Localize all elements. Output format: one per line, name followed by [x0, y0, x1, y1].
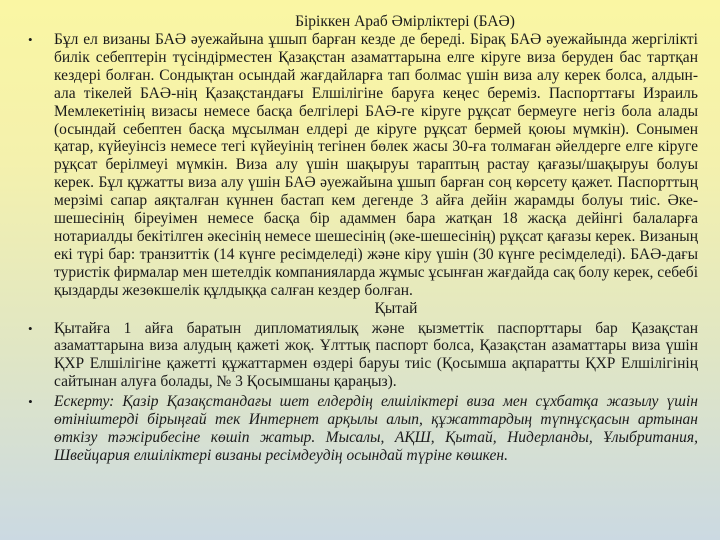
list-item	[28, 31, 698, 318]
list-item	[28, 320, 698, 392]
bullet-list	[28, 31, 698, 465]
list-item	[28, 393, 698, 465]
subheading-china: Қытай	[374, 299, 418, 317]
slide-title: Біріккен Араб Әмірліктері (БАӘ)	[295, 13, 515, 30]
paragraph-note: Ескерту: Қазір Қазақстандағы шет елдердің елшіліктері виза мен сұхбатқа жазылу үшін өтініштерді бірыңғай тек Интернет арқылы алып, құжаттардың түпнұсқасын артынан өткізу тәжірибесіне көшіп жатыр. Мысалы, АҚШ, Қытай, Нидерланды, Ұлыбритания, Швейцария елшіліктері визаны ресімдеудің осындай түріне көшкен.	[54, 393, 698, 464]
paragraph-uae: Бұл ел визаны БАӘ әуежайына ұшып барған кезде де береді. Бірақ БАӘ әуежайында жергілікті билік себептерін түсіндірместен Қазақстан азаматтарына елге кіруге виза беруден бас тартқан кездері болған. Сондықтан осындай жағдайларға тап болмас үшін виза алу керек болса, алдын-ала тікелей БАӘ-нің Қазақстандағы Елшілігіне баруға кеңес береміз. Паспорттағы Израиль Мемлекетінің визасы немесе басқа белгілері БАӘ-ге кіруге рұқсат бермеуге негіз бола алады (осындай себептен басқа мұсылман елдері де кіруге рұқсат бермей қоюы мүмкін). Сонымен қатар, күйеуінсіз немесе тегі күйеуінің тегінен бөлек жасы 30-ға толмаған әйелдерге елге кіруге рұқсат берілмеуі мүмкін. Виза алу үшін шақыруы тараптың растау қағазы/шақыруы болуы керек. Бұл құжатты виза алу үшін БАӘ әуежайына ұшып барған соң көрсету қажет. Паспорттың мерзімі сапар аяқталған күннен бастап кем дегенде 3 айға дейін жарамды болуы тиіс. Әке-шешесінің біреуімен немесе басқа бір адаммен бара жатқан 18 жасқа дейінгі балаларға нотариалды бекітілген әкесінің немесе шешесінің (әке-шешесінің) рұқсат қағазы керек. Визаның екі түрі бар: транзиттік (14 күнге ресімделеді) және кіру үшін (30 күнге ресімделеді). БАӘ-дағы туристік фирмалар мен шетелдік компанияларда жұмыс ұсынған жағдайда сақ болу керек, себебі қыздарды жезөкшелік құлдыққа салған кездер болған.	[54, 31, 698, 299]
bullet-icon: •	[28, 32, 33, 47]
paragraph-china: Қытайға 1 айға баратын дипломатиялық және қызметтік паспорттары бар Қазақстан азаматтарына виза алудың қажеті жоқ. Ұлттық паспорт болса, Қазақстан азаматтары виза үшін ҚХР Елшілігіне қажетті құжаттармен өздері баруы тиіс (Қосымша ақпаратты ҚХР Елшілігінің сайтынан алуға болады, № 3 Қосымшаны қараңыз).	[54, 319, 698, 391]
bullet-icon: •	[28, 394, 33, 410]
bullet-icon: •	[28, 320, 33, 336]
